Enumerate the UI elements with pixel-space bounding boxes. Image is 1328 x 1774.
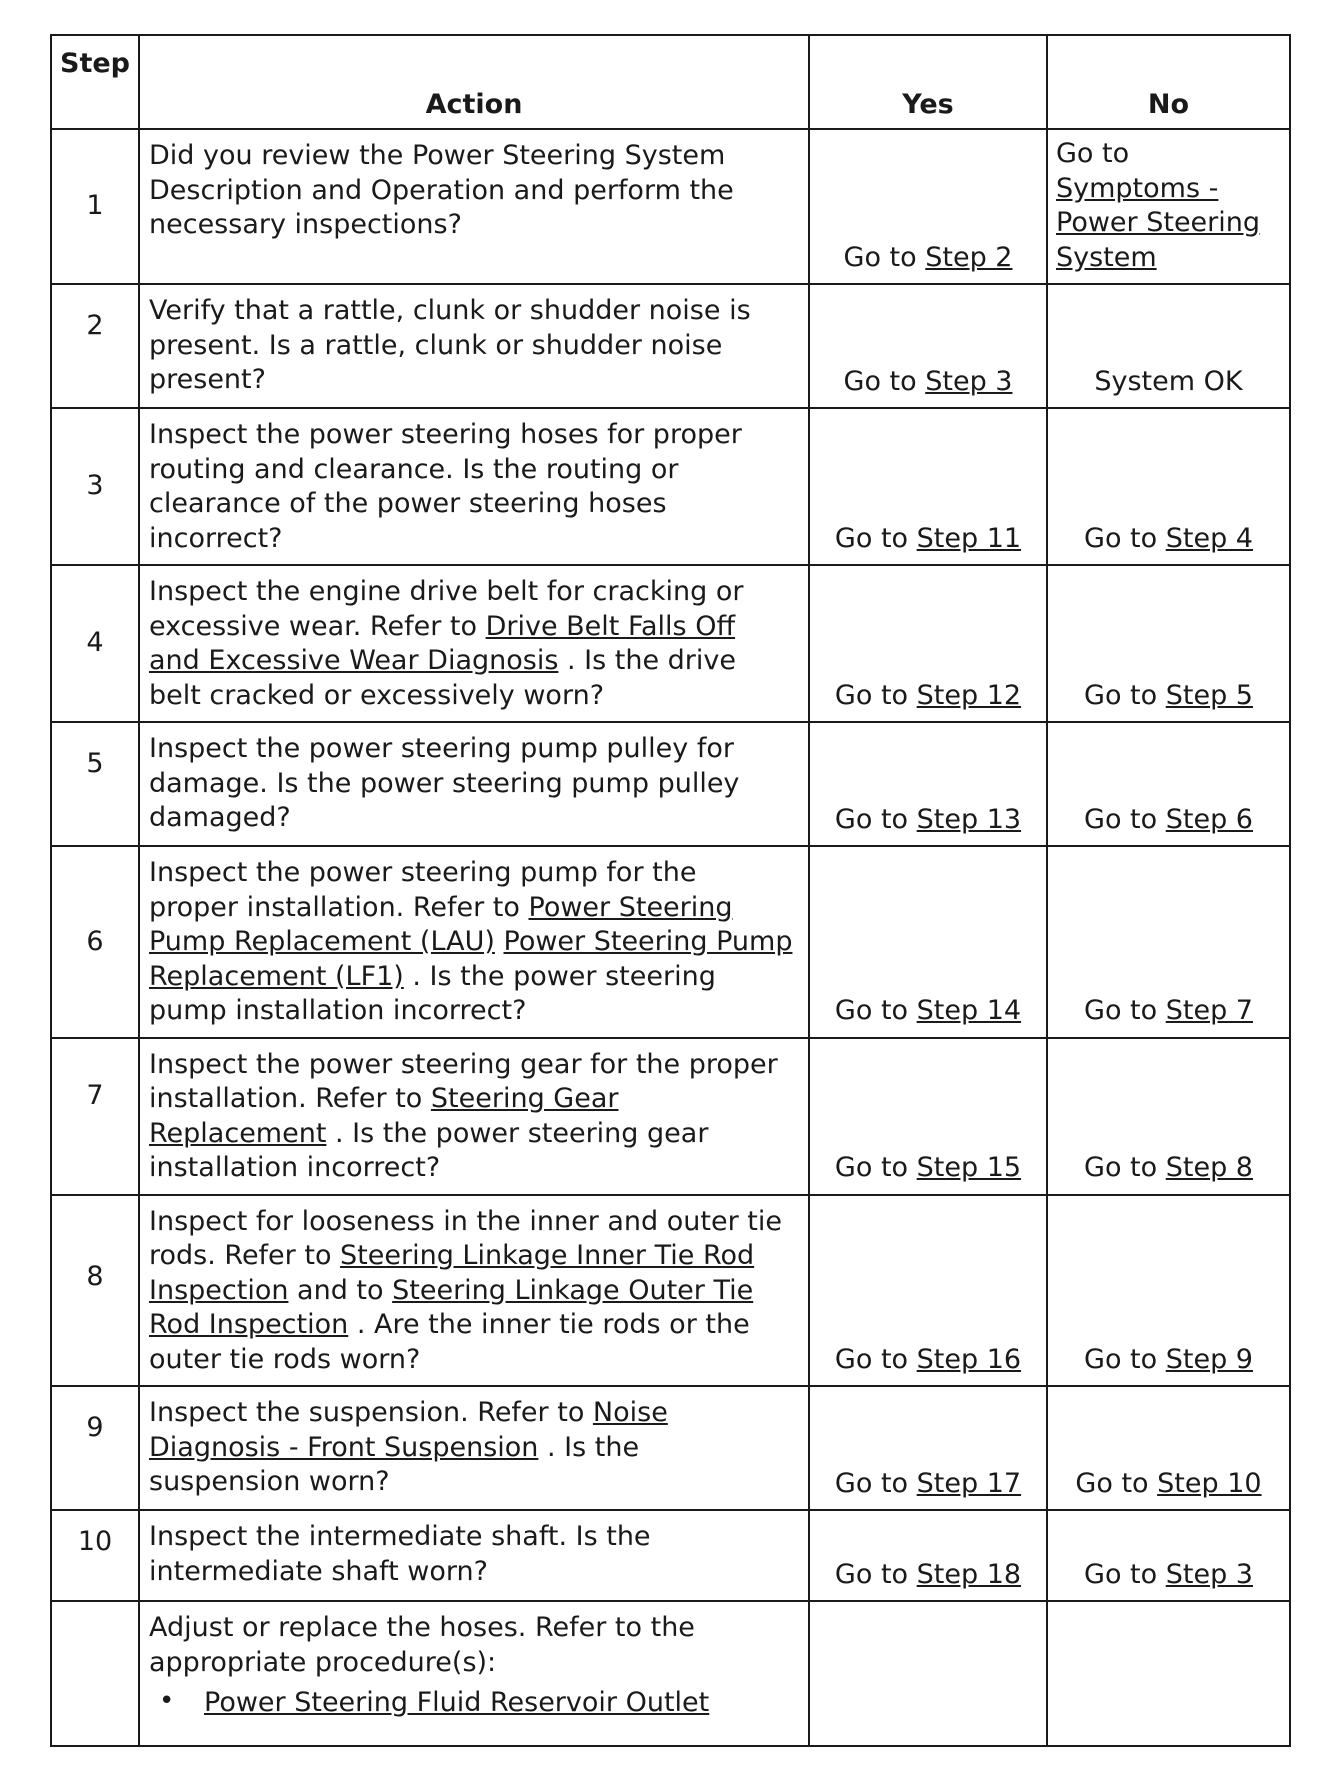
header-action: Action (139, 35, 809, 129)
reservoir-outlet-link[interactable]: Power Steering Fluid Reservoir Outlet (204, 1687, 710, 1718)
yes-step-link[interactable]: Step 13 (916, 803, 1022, 835)
yes-prefix: Go to (834, 522, 917, 554)
no-cell (1047, 1195, 1290, 1387)
action-text: Inspect for looseness in the inner and outer tie rods. Refer to (149, 1205, 782, 1271)
no-step-link[interactable]: Step 8 (1165, 1152, 1253, 1183)
yes-prefix: Go to (834, 679, 917, 711)
no-cell (1047, 846, 1290, 1038)
yes-step-link[interactable]: Step 15 (916, 1152, 1022, 1183)
no-step-link[interactable]: Step 6 (1165, 803, 1253, 835)
table-row (51, 722, 1290, 846)
table-row (51, 565, 1290, 722)
no-step-link[interactable]: Step 9 (1165, 1343, 1253, 1375)
yes-step-link[interactable]: Step 14 (916, 995, 1022, 1026)
table-row (51, 1195, 1290, 1387)
table-row (51, 1038, 1290, 1195)
action-cell (139, 284, 809, 408)
diagnostic-table (50, 34, 1291, 1747)
header-step: Step (51, 35, 139, 129)
yes-step-link[interactable]: Step 3 (925, 365, 1013, 397)
no-cell (1047, 284, 1290, 408)
action-text: . Are the inner tie rods or the outer tie rods worn? (149, 1309, 750, 1375)
yes-cell (809, 129, 1047, 284)
action-text: and to (288, 1274, 393, 1306)
table-row (51, 408, 1290, 565)
yes-step-link[interactable]: Step 2 (925, 241, 1013, 273)
step-number: 3 (51, 408, 139, 565)
yes-cell (809, 408, 1047, 565)
no-prefix: Go to (1084, 803, 1166, 835)
no-prefix: Go to (1084, 995, 1166, 1026)
yes-cell (809, 565, 1047, 722)
list-item (149, 1686, 794, 1721)
yes-cell (809, 1601, 1047, 1746)
yes-prefix: Go to (834, 995, 917, 1026)
yes-cell (809, 722, 1047, 846)
no-step-link[interactable]: Step 7 (1165, 995, 1253, 1026)
action-cell (139, 1510, 809, 1601)
yes-prefix: Go to (834, 1343, 917, 1375)
yes-cell (809, 1195, 1047, 1387)
no-cell (1047, 1510, 1290, 1601)
no-cell (1047, 129, 1290, 284)
yes-prefix: Go to (843, 241, 926, 273)
outer-tie-rod-inspection-link[interactable]: Steering Linkage Outer Tie Rod Inspection (149, 1274, 754, 1340)
action-text: . Is the power steering pump installation incorrect? (149, 960, 716, 1026)
table-row (51, 129, 1290, 284)
yes-prefix: Go to (834, 1558, 917, 1590)
yes-step-link[interactable]: Step 11 (916, 522, 1022, 554)
action-cell (139, 846, 809, 1038)
no-prefix: Go to (1075, 1467, 1158, 1499)
yes-step-link[interactable]: Step 17 (916, 1467, 1022, 1499)
header-yes: Yes (809, 35, 1047, 129)
action-text: Inspect the engine drive belt for cracking or excessive wear. Refer to (149, 576, 744, 642)
action-text: Verify that a rattle, clunk or shudder noise is present. Is a rattle, clunk or shudder noise present? (149, 295, 751, 395)
action-cell (139, 565, 809, 722)
step-number: 4 (51, 565, 139, 722)
no-prefix: Go to (1084, 522, 1166, 554)
step-number: 10 (51, 1510, 139, 1601)
action-text: . Is the power steering gear installation incorrect? (149, 1117, 709, 1183)
no-step-link[interactable]: Step 3 (1165, 1558, 1253, 1590)
no-symptoms-link[interactable]: Symptoms - Power Steering System (1056, 172, 1261, 273)
action-text: Inspect the power steering hoses for proper routing and clearance. Is the routing or clearance of the power steering hoses incorrect? (149, 419, 742, 554)
action-text: Inspect the power steering pump for the proper installation. Refer to (149, 857, 697, 923)
inner-tie-rod-inspection-link[interactable]: Steering Linkage Inner Tie Rod Inspection (149, 1240, 755, 1306)
no-prefix: Go to (1084, 1343, 1166, 1375)
no-cell (1047, 1386, 1290, 1510)
table-row (51, 1510, 1290, 1601)
yes-cell (809, 1510, 1047, 1601)
noise-diagnosis-link[interactable]: Noise Diagnosis - Front Suspension (149, 1397, 668, 1463)
yes-step-link[interactable]: Step 12 (916, 679, 1022, 711)
pump-replacement-lau-link[interactable]: Power Steering Pump Replacement (LAU) (149, 891, 733, 957)
action-text: Inspect the power steering gear for the proper installation. Refer to (149, 1048, 778, 1114)
procedure-list (149, 1686, 794, 1721)
yes-prefix: Go to (843, 365, 926, 397)
action-cell (139, 408, 809, 565)
action-cell (139, 1386, 809, 1510)
yes-prefix: Go to (834, 1467, 917, 1499)
no-prefix: Go to (1084, 1152, 1166, 1183)
no-cell (1047, 1038, 1290, 1195)
table-row (51, 846, 1290, 1038)
no-prefix: Go to (1084, 1558, 1166, 1590)
no-text: System OK (1094, 365, 1243, 397)
no-step-link[interactable]: Step 5 (1165, 679, 1253, 711)
no-cell (1047, 565, 1290, 722)
step-number: 8 (51, 1195, 139, 1387)
action-cell (139, 1038, 809, 1195)
action-text: Inspect the intermediate shaft. Is the intermediate shaft worn? (149, 1521, 651, 1587)
action-text: Inspect the suspension. Refer to (149, 1397, 593, 1428)
action-text (495, 926, 504, 957)
yes-prefix: Go to (834, 803, 917, 835)
step-number (51, 1601, 139, 1746)
no-step-link[interactable]: Step 4 (1165, 522, 1253, 554)
action-cell (139, 1601, 809, 1746)
action-cell (139, 722, 809, 846)
no-step-link[interactable]: Step 10 (1157, 1467, 1262, 1499)
step-number: 5 (51, 722, 139, 846)
yes-step-link[interactable]: Step 18 (916, 1558, 1022, 1590)
action-text: . Is the drive belt cracked or excessively worn? (149, 645, 736, 711)
table-row (51, 284, 1290, 408)
action-text: Did you review the Power Steering System Description and Operation and perform the necessary inspections? (149, 140, 734, 240)
step-number: 6 (51, 846, 139, 1038)
no-cell (1047, 408, 1290, 565)
yes-prefix: Go to (834, 1152, 917, 1183)
header-row (51, 35, 1290, 129)
no-prefix: Go to (1084, 679, 1166, 711)
drive-belt-diagnosis-link[interactable]: Drive Belt Falls Off and Excessive Wear Diagnosis (149, 610, 736, 676)
table-row (51, 1601, 1290, 1746)
no-cell (1047, 1601, 1290, 1746)
no-prefix: Go to (1056, 138, 1130, 169)
yes-cell (809, 284, 1047, 408)
action-text: . Is the suspension worn? (149, 1431, 640, 1497)
action-text: Inspect the power steering pump pulley for damage. Is the power steering pump pulley damaged? (149, 733, 740, 833)
pump-replacement-lf1-link[interactable]: Power Steering Pump Replacement (LF1) (149, 926, 793, 992)
step-number: 7 (51, 1038, 139, 1195)
action-cell (139, 1195, 809, 1387)
action-text: Adjust or replace the hoses. Refer to the appropriate procedure(s): (149, 1612, 695, 1678)
no-cell (1047, 722, 1290, 846)
step-number: 9 (51, 1386, 139, 1510)
header-no: No (1047, 35, 1290, 129)
table-row (51, 1386, 1290, 1510)
yes-cell (809, 846, 1047, 1038)
steering-gear-replacement-link[interactable]: Steering Gear Replacement (149, 1083, 619, 1149)
yes-cell (809, 1386, 1047, 1510)
step-number: 2 (51, 284, 139, 408)
yes-cell (809, 1038, 1047, 1195)
step-number: 1 (51, 129, 139, 284)
bullet-icon: • (159, 1686, 175, 1716)
action-cell (139, 129, 809, 284)
yes-step-link[interactable]: Step 16 (916, 1343, 1022, 1375)
